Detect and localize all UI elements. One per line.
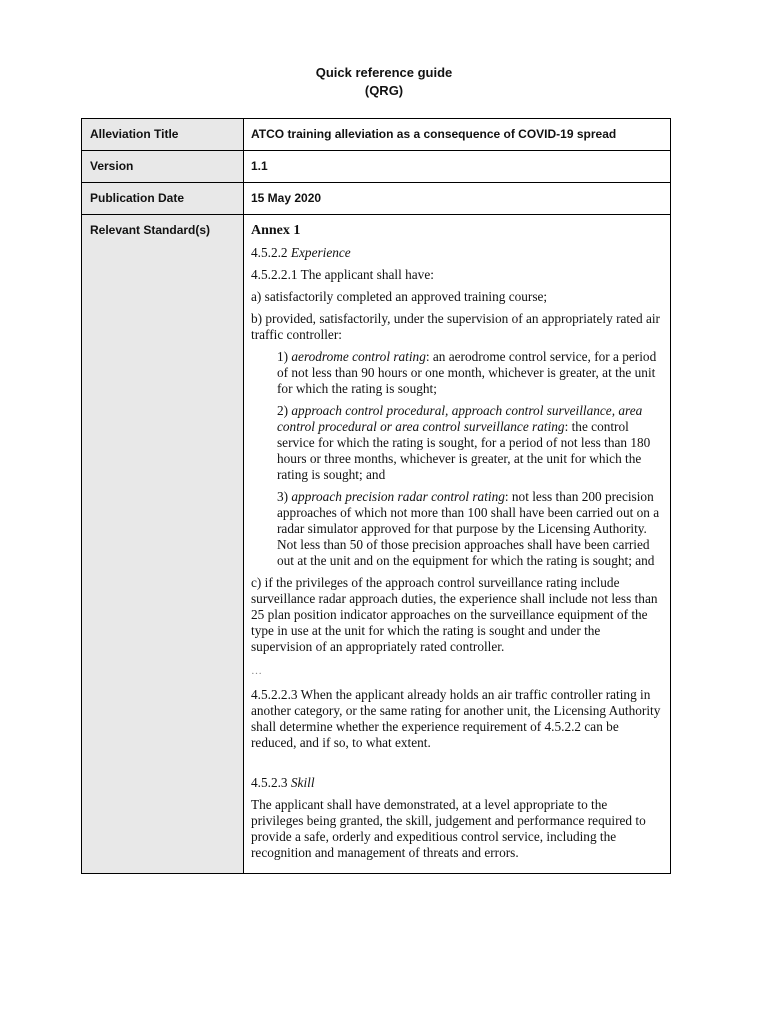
skill-number: 4.5.2.3 <box>251 775 291 790</box>
item-3 <box>277 489 662 569</box>
experience-heading <box>251 245 662 261</box>
relevant-standards-label: Relevant Standard(s) <box>82 215 244 874</box>
omission-ellipsis: … <box>251 665 262 677</box>
experience-number: 4.5.2.2 <box>251 245 291 260</box>
item-2 <box>277 403 662 483</box>
document-subtitle: (QRG) <box>364 83 404 98</box>
item-1-text: : an aerodrome control service, for a period of not less than 90 hours or one month, whichever is greater, at the unit for which the rating is sought; <box>277 349 657 396</box>
paragraph-skill: The applicant shall have demonstrated, at a level appropriate to the privileges being granted, the skill, judgement and performance required to provide a safe, orderly and expeditious control service, including the recognition and management of threats and errors. <box>251 797 646 860</box>
experience-title: Experience <box>290 245 351 260</box>
item-2-number: 2) <box>277 403 292 418</box>
document-header <box>0 64 768 100</box>
item-3-text: : not less than 200 precision approaches of which not more than 100 shall have been carried out on a radar simulator approved for that purpose by the Licensing Authority. Not less than 50 of those precision approaches shall have been carried out at the unit and on the equipment for which the rating is sought; and <box>277 489 660 568</box>
publication-date-value: 15 May 2020 <box>244 183 671 215</box>
item-1 <box>277 349 662 397</box>
relevant-standards-content <box>244 215 671 874</box>
version-value: 1.1 <box>244 151 671 183</box>
item-2-text: : the control service for which the rating is sought, for a period of not less than 180 hours or three months, whichever is greater, at the unit for which the rating is sought; and <box>277 419 651 482</box>
paragraph-4-5-2-2-3: 4.5.2.2.3 When the applicant already holds an air traffic controller rating in another category, or the same rating for another unit, the Licensing Authority shall determine whether the experience requirement of 4.5.2.2 can be reduced, and if so, to what extent. <box>251 687 661 750</box>
table-row <box>82 183 671 215</box>
spacer <box>251 757 662 775</box>
table-row <box>82 215 671 874</box>
alleviation-title-label: Alleviation Title <box>82 119 244 151</box>
table-row <box>82 151 671 183</box>
item-1-term: aerodrome control rating <box>291 349 426 364</box>
paragraph-4-5-2-2-1: 4.5.2.2.1 The applicant shall have: <box>251 267 434 282</box>
alleviation-title-value: ATCO training alleviation as a consequence of COVID-19 spread <box>244 119 671 151</box>
item-2-term: approach control procedural, approach control surveillance, area control procedural or area control surveillance rating <box>277 403 643 434</box>
skill-heading <box>251 775 662 791</box>
skill-title: Skill <box>290 775 315 790</box>
paragraph-c: c) if the privileges of the approach control surveillance rating include surveillance radar approach duties, the experience shall include not less than 25 plan position indicator approaches on the surveillance equipment of the type in use at the unit for which the rating is sought and under the supervision of an appropriately rated controller. <box>251 575 658 654</box>
annex-heading: Annex 1 <box>251 223 301 238</box>
qrg-table <box>81 118 671 874</box>
version-label: Version <box>82 151 244 183</box>
paragraph-a: a) satisfactorily completed an approved training course; <box>251 289 548 304</box>
item-3-number: 3) <box>277 489 292 504</box>
item-1-number: 1) <box>277 349 292 364</box>
table-row <box>82 119 671 151</box>
item-3-term: approach precision radar control rating <box>291 489 505 504</box>
paragraph-b: b) provided, satisfactorily, under the supervision of an appropriately rated air traffic controller: <box>251 311 660 342</box>
document-title: Quick reference guide <box>315 65 453 80</box>
publication-date-label: Publication Date <box>82 183 244 215</box>
